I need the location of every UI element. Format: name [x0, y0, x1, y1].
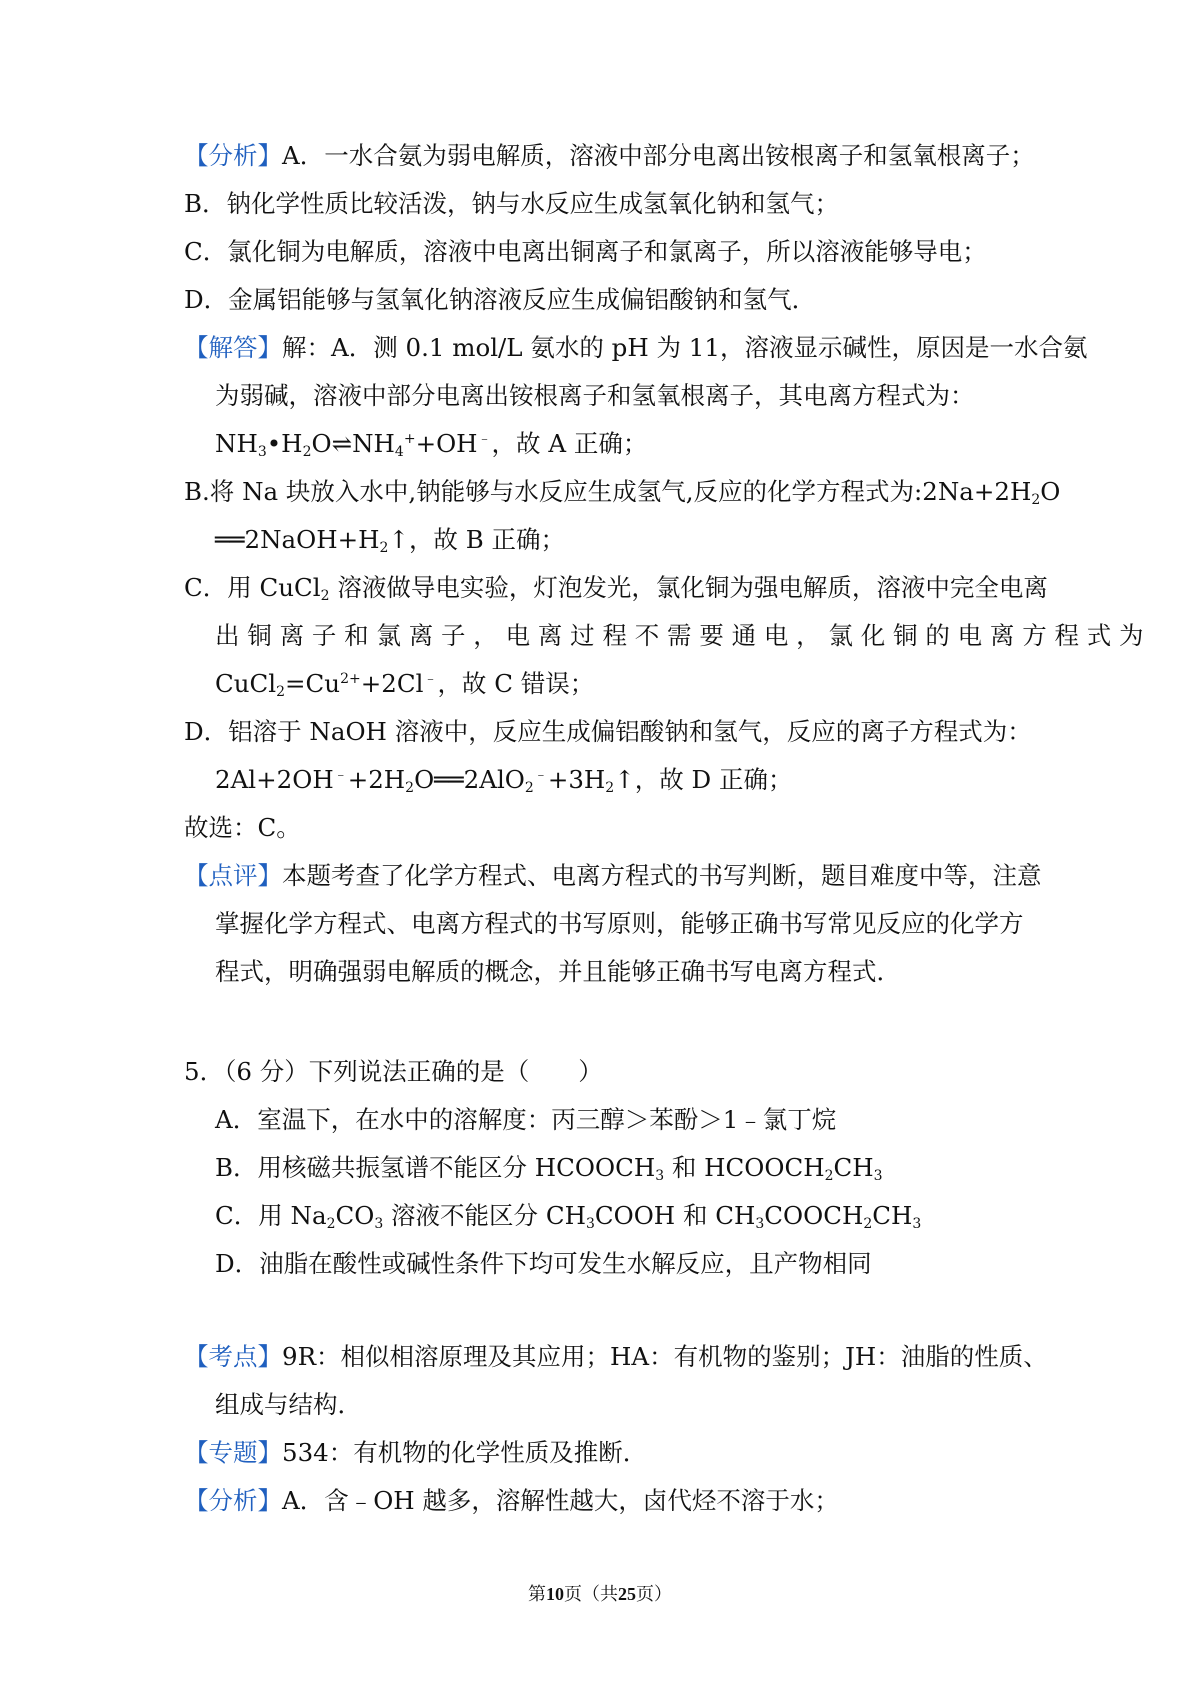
answer-line-c3 [215, 667, 594, 701]
answer-b2-tail: ，故 B 正确； [408, 525, 566, 554]
question5-option-c: C．用 $Na_2CO_3$ 溶液不能区分 $CH_3COOH$ 和 $CH_3COOCH_2CH_3$ [215, 1201, 922, 1232]
comment-line-2: 掌握化学方程式、电离方程式的书写原则，能够正确书写常见反应的化学方 [215, 909, 1024, 938]
question5-option-a: A．室温下，在水中的溶解度：丙三醇＞苯酚＞1﹣氯丁烷 [215, 1105, 837, 1134]
question5-stem: 5．（6 分）下列说法正确的是（ ） [184, 1057, 603, 1086]
analysis-line-d: D．金属铝能够与氢氧化钠溶液反应生成偏铝酸钠和氢气． [184, 285, 817, 314]
analysis-line-a [184, 139, 1035, 173]
zhuanti-line [184, 1436, 647, 1470]
equation-copper-chloride: $CuCl_2=Cu^{2+}+2Cl^﹣$ [215, 669, 438, 700]
answer-line-d1: D．铝溶于 NaOH 溶液中，反应生成偏铝酸钠和氢气，反应的离子方程式为： [184, 717, 1032, 746]
kaodian-tag: 【考点】 [184, 1342, 282, 1371]
equation-sodium: $══2NaOH+H_2↑$ [215, 525, 409, 556]
zhuanti-tag: 【专题】 [184, 1438, 282, 1467]
analysis2-line-a [184, 1484, 839, 1518]
footer-total-pages: 25 [618, 1584, 636, 1604]
analysis-line-c: C．氯化铜为电解质，溶液中电离出铜离子和氯离子，所以溶液能够导电； [184, 237, 987, 266]
answer-tag: 【解答】 [184, 333, 282, 362]
footer-suffix: 页） [636, 1584, 672, 1605]
footer-mid: 页（共 [564, 1584, 618, 1605]
analysis-a-text: A．一水合氨为弱电解质，溶液中部分电离出铵根离子和氢氧根离子； [282, 141, 1035, 170]
page-footer [0, 1582, 1200, 1607]
answer-line-c1: C．用 CuCl$_2$ 溶液做导电实验，灯泡发光，氯化铜为强电解质，溶液中完全电离 [184, 573, 1048, 604]
analysis2-tag: 【分析】 [184, 1486, 282, 1515]
answer-d2-tail: ，故 D 正确； [634, 765, 793, 794]
answer-a3-tail: ，故 A 正确； [491, 429, 648, 458]
answer-line-c2: 出 铜 离 子 和 氯 离 子 ， 电 离 过 程 不 需 要 通 电 ， 氯 化 铜 的 电 离 方 程 式 为 [215, 621, 1144, 650]
footer-prefix: 第 [528, 1584, 546, 1605]
question5-option-d: D．油脂在酸性或碱性条件下均可发生水解反应，且产物相同 [215, 1249, 872, 1278]
zhuanti-text: 534：有机物的化学性质及推断． [282, 1438, 648, 1467]
answer-line-a3 [215, 427, 647, 461]
answer-line-b1: B.将 Na 块放入水中,钠能够与水反应生成氢气,反应的化学方程式为$:2Na+2H_2O$ [184, 477, 1061, 508]
kaodian-line-1 [184, 1340, 1048, 1374]
comment-tag: 【点评】 [184, 861, 282, 890]
equation-aluminum: $2Al+2OH^﹣+2H_2O══2AlO_2^﹣+3H_2↑$ [215, 765, 635, 796]
kaodian-line-2: 组成与结构． [215, 1390, 362, 1419]
answer-choice: 故选：C。 [184, 813, 301, 842]
answer-line-d2 [215, 763, 792, 797]
comment-l1-text: 本题考查了化学方程式、电离方程式的书写判断，题目难度中等，注意 [282, 861, 1042, 890]
analysis-tag: 【分析】 [184, 141, 282, 170]
analysis-line-b: B．钠化学性质比较活泼，钠与水反应生成氢氧化钠和氢气； [184, 189, 840, 218]
question5-option-b: B．用核磁共振氢谱不能区分 $HCOOCH_3$ 和 $HCOOCH_2CH_3$ [215, 1153, 883, 1184]
kaodian-l1-text: 9R：相似相溶原理及其应用；HA：有机物的鉴别；JH：油脂的性质、 [282, 1342, 1048, 1371]
comment-line-3: 程式，明确强弱电解质的概念，并且能够正确书写电离方程式． [215, 957, 901, 986]
answer-c3-tail: ，故 C 错误； [437, 669, 595, 698]
answer-a1-text: 解：A．测 0.1 mol/L 氨水的 pH 为 11，溶液显示碱性，原因是一水合氨 [282, 333, 1088, 362]
answer-line-b2 [215, 523, 565, 557]
answer-line-a1 [184, 331, 1087, 365]
equation-ammonia: $NH_3•H_2O\rightleftharpoons NH_4^++OH^﹣$ [215, 429, 492, 460]
answer-line-a2: 为弱碱，溶液中部分电离出铵根离子和氢氧根离子，其电离方程式为： [215, 381, 975, 410]
comment-line-1 [184, 859, 1042, 893]
footer-page-number: 10 [546, 1584, 564, 1604]
analysis2-a-text: A．含﹣OH 越多，溶解性越大，卤代烃不溶于水； [282, 1486, 839, 1515]
